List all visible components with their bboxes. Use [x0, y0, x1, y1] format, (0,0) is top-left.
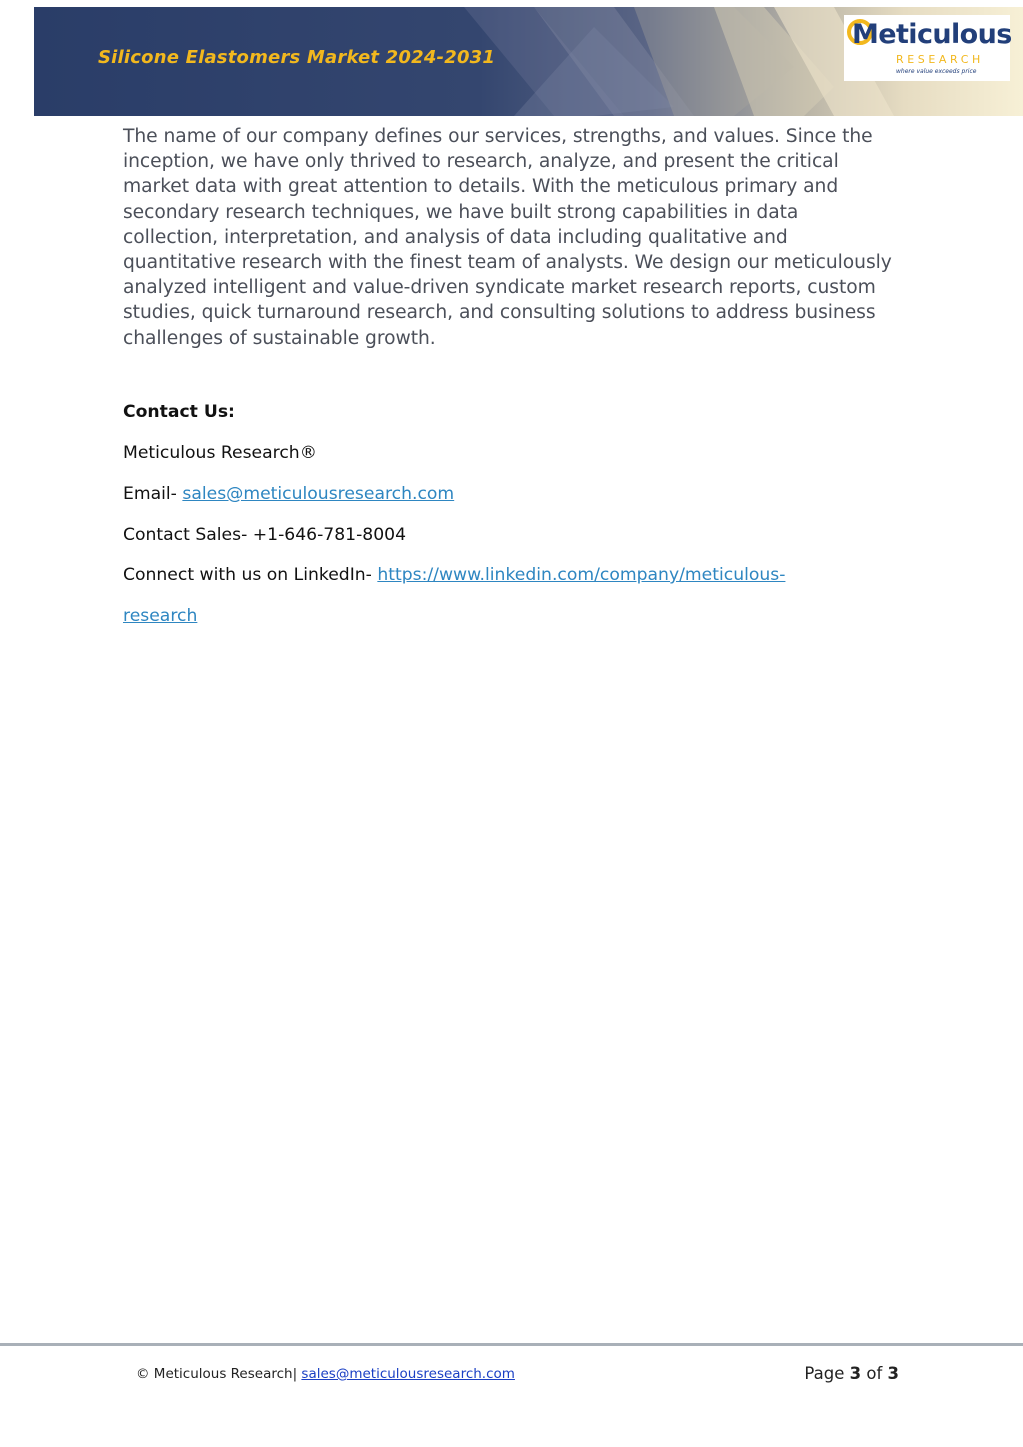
page-number — [804, 1364, 899, 1383]
footer-email-link[interactable]: sales@meticulousresearch.com — [301, 1366, 515, 1382]
linkedin-line — [123, 565, 785, 585]
page-total: 3 — [887, 1364, 899, 1383]
logo-tagline: where value exceeds price — [896, 68, 977, 75]
email-line — [123, 484, 454, 504]
linkedin-link-continued-line — [123, 606, 197, 626]
email-link[interactable]: sales@meticulousresearch.com — [182, 484, 455, 504]
report-title: Silicone Elastomers Market 2024-2031 — [98, 47, 496, 68]
page-current: 3 — [849, 1364, 862, 1383]
linkedin-label: Connect with us on LinkedIn- — [123, 565, 378, 585]
company-name: Meticulous Research® — [123, 443, 317, 463]
sales-phone: Contact Sales- +1-646-781-8004 — [123, 525, 407, 545]
contact-heading: Contact Us: — [123, 402, 235, 422]
email-label: Email- — [123, 484, 183, 504]
copyright-text: © Meticulous Research| — [136, 1366, 302, 1382]
company-logo — [844, 15, 1010, 81]
page-of: of — [861, 1364, 888, 1383]
linkedin-link-continued[interactable]: research — [123, 606, 198, 626]
logo-subtitle: RESEARCH — [896, 53, 984, 66]
linkedin-link[interactable]: https://www.linkedin.com/company/meticulous- — [377, 565, 786, 585]
footer-copyright — [136, 1366, 515, 1382]
page-prefix: Page — [804, 1364, 850, 1383]
logo-wordmark: Meticulous — [852, 19, 1012, 50]
header-banner — [34, 7, 1023, 116]
footer-divider — [0, 1343, 1023, 1346]
about-paragraph: The name of our company defines our services, strengths, and values. Since the inception, we have only thrived to research, analyze, and present the critical market data with great attention to details. With the meticulous primary and secondary research techniques, we have built strong capabilities in data collection, interpretation, and analysis of data including qualitative and quantitative research with the finest team of analysts. We design our meticulously analyzed intelligent and value-driven syndicate market research reports, custom studies, quick turnaround research, and consulting solutions to address business challenges of sustainable growth. — [123, 126, 892, 349]
